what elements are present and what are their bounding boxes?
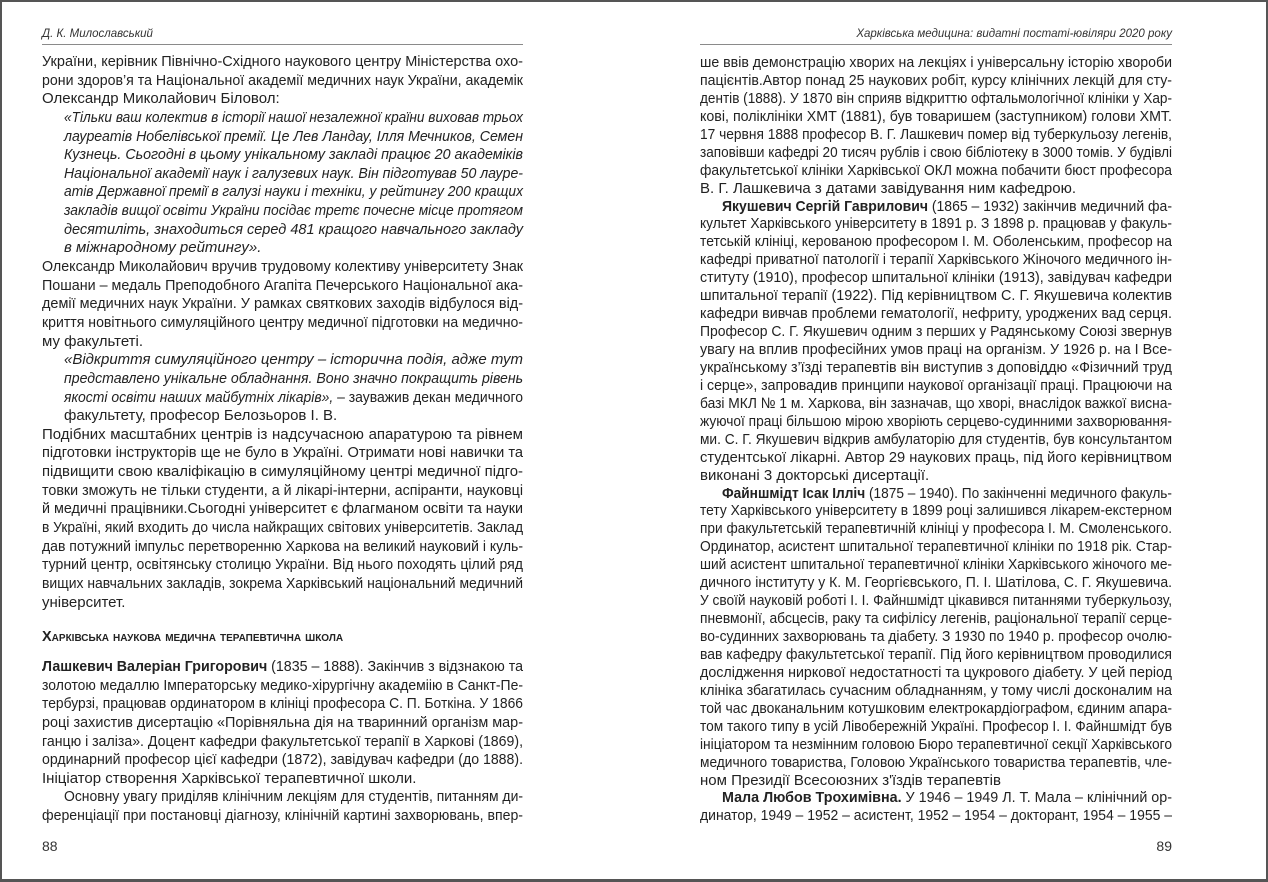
text-line	[700, 789, 1172, 807]
text-line	[700, 646, 1172, 664]
quote-line	[42, 370, 523, 389]
text-line	[700, 538, 1172, 556]
line-content	[64, 183, 523, 202]
quote-line	[42, 239, 523, 258]
text-line	[700, 305, 1172, 323]
line-text: дослідження ниркової недостатності та цукрового діабету. У цей період	[700, 663, 1172, 681]
person-name: Лашкевич Валеріан Григорович	[42, 658, 268, 675]
line-text: ганцю і заліза». Доцент кафедри факультетської терапії в Харкові (1869),	[42, 732, 523, 750]
text-line	[700, 359, 1172, 377]
line-content	[42, 770, 416, 789]
text-line	[42, 482, 523, 501]
line-content	[42, 277, 523, 296]
text-line	[42, 258, 523, 277]
text-line	[700, 395, 1172, 413]
line-content	[42, 426, 523, 445]
line-text: році захистив дисертацію «Порівняльна дія на тваринний організм мар-	[42, 713, 523, 731]
line-text: представлено унікальне обладнання. Воно значно покращить рівень	[64, 369, 523, 387]
line-content	[700, 269, 1172, 287]
text-line	[700, 610, 1172, 628]
line-content	[722, 789, 1172, 807]
line-text: во-судинних захворювань та діабету. З 1930 по 1940 р. професор очолю-	[700, 628, 1172, 645]
line-content	[700, 736, 1172, 754]
text-line	[700, 520, 1172, 538]
running-head-author: Д. К. Милославський	[42, 28, 153, 40]
text-block	[42, 658, 523, 826]
text-line	[700, 413, 1172, 431]
line-text: му факультеті.	[42, 332, 144, 350]
line-text: той час двоканальним котушковим електрокардіографом, єдиним апара-	[700, 699, 1172, 717]
text-line	[700, 126, 1172, 144]
line-text: ституту (1910), професор шпитальної клініки (1913), завідувач кафедри	[700, 269, 1172, 287]
line-text: У своїй науковій роботі І. І. Файншмідт цікавився питаннями туберкульозу,	[700, 592, 1172, 610]
quote-line	[42, 165, 523, 184]
line-content	[700, 323, 1172, 341]
text-line	[700, 772, 1172, 790]
line-content	[700, 90, 1172, 108]
line-text: ференціації при постановці діагнозу, клінічній картині захворювань, впер-	[42, 807, 523, 825]
line-content	[64, 788, 523, 807]
quote-line	[42, 351, 523, 370]
text-line	[700, 592, 1172, 610]
line-text: шпитальної терапії (1922). Під керівництвом С. Г. Якушевича колектив	[700, 287, 1172, 305]
text-line	[42, 751, 523, 770]
line-content	[700, 520, 1172, 538]
line-content	[700, 72, 1172, 90]
text-line	[700, 718, 1172, 736]
text-line	[42, 538, 523, 557]
line-content	[700, 108, 1172, 126]
text-line	[700, 144, 1172, 162]
text-line	[42, 714, 523, 733]
line-text: Професор С. Г. Якушевич одним з перших у Радянському Союзі звернув	[700, 323, 1172, 341]
line-content	[700, 395, 1172, 413]
line-content	[700, 359, 1172, 377]
line-content	[42, 538, 523, 557]
line-text: «Відкриття симуляційного центру – історична подія, адже тут	[64, 351, 523, 369]
text-line	[42, 677, 523, 696]
line-content	[700, 341, 1172, 359]
text-line	[42, 426, 523, 445]
line-text: тербурзі, працював ординатором в клініці професора С. П. Боткіна. У 1866	[42, 695, 523, 713]
quote-line	[42, 183, 523, 202]
line-content	[42, 695, 523, 714]
text-line	[700, 467, 1172, 485]
line-content	[42, 714, 523, 733]
line-text: динатор, 1949 – 1952 – асистент, 1952 – 1954 – докторант, 1954 – 1955 –	[700, 807, 1172, 825]
line-content	[64, 146, 523, 165]
line-text: увагу на вплив професійних умов праці на організм. У 1926 р. на І Все-	[700, 341, 1172, 358]
text-line	[700, 269, 1172, 287]
line-text: – зауважив декан медичного	[333, 388, 523, 406]
line-text: в Україні, який входить до числа найкращих світових університетів. Заклад	[42, 519, 523, 537]
line-text: (1865 – 1932) закінчив медичний фа-	[927, 197, 1172, 215]
line-text: турний центр, освітянську столицю України. Від нього походять цілий ряд	[42, 556, 523, 574]
text-line	[42, 807, 523, 826]
line-content	[700, 305, 1172, 323]
line-text: ше ввів демонстрацію хворих на лекціях і універсальну історію хвороби	[700, 54, 1172, 71]
line-text: жуючої праці більшою мірою хворіють серцево-судинними захворювання-	[700, 412, 1172, 430]
text-line	[700, 180, 1172, 198]
line-content	[700, 664, 1172, 682]
line-content	[42, 258, 523, 277]
line-text: кафедри вивчав проблеми гематології, нефриту, уроджених вад серця.	[700, 305, 1172, 323]
line-text: ном Президії Всесоюзних з'їздів терапевтів	[700, 771, 1001, 789]
line-text: демії медичних наук України. У рамках святкових заходів відбулося від-	[42, 295, 523, 313]
left-page	[0, 0, 634, 881]
text-line	[700, 90, 1172, 108]
text-line	[700, 807, 1172, 825]
person-name: Якушевич Сергій Гаврилович	[722, 197, 928, 215]
text-line	[700, 449, 1172, 467]
text-line	[700, 664, 1172, 682]
line-content	[700, 502, 1172, 520]
page-number: 89	[1156, 838, 1172, 854]
text-line	[700, 502, 1172, 520]
line-text: закладів вищої освіти України посідає третє почесне місце протягом	[64, 202, 523, 220]
text-line	[700, 198, 1172, 216]
line-content	[64, 370, 523, 389]
text-line	[700, 431, 1172, 449]
page-number: 88	[42, 838, 58, 854]
line-text: університет.	[42, 593, 126, 611]
line-content	[42, 751, 523, 770]
line-content	[722, 485, 1172, 503]
text-line	[42, 594, 523, 613]
line-text: пневмонії, абсцесів, раку та сифілісу легенів, раціональної терапії серце-	[700, 610, 1172, 628]
line-content	[42, 677, 523, 696]
line-text: ініціатором та незмінним головою Бюро терапевтичної секції Харківського	[700, 735, 1172, 753]
line-text: том такого типу в усій Лівобережній Україні. Професор І. І. Файншмідт був	[700, 717, 1172, 735]
line-text: (1835 – 1888). Закінчив з відзнакою та	[267, 658, 523, 675]
line-content	[64, 221, 523, 240]
line-text: дичного інституту у К. М. Георгієвського, П. І. Шатілова, С. Г. Якушевича.	[700, 574, 1172, 592]
text-line	[42, 556, 523, 575]
line-content	[700, 467, 929, 485]
line-text: кові, поліклініки ХМТ (1881), був товаришем (заступником) голови ХМТ.	[700, 107, 1172, 125]
line-content	[700, 610, 1172, 628]
line-text: «Тільки ваш колектив в історії нашої незалежної країни виховав трьох	[64, 108, 523, 126]
line-content	[64, 407, 337, 426]
line-text: Ініціатор створення Харківської терапевтичної школи.	[42, 769, 417, 787]
line-content	[42, 733, 523, 752]
text-line	[42, 333, 523, 352]
line-content	[42, 519, 523, 538]
line-text: тету Харківського університету в 1899 році залишився лікарем-екстерном	[700, 502, 1172, 520]
line-text: золотою медаллю Імператорську медико-хірургічну академіію в Санкт-Пе-	[42, 676, 523, 694]
line-content	[42, 807, 523, 826]
text-line	[42, 695, 523, 714]
line-content	[700, 628, 1172, 646]
line-content	[42, 463, 523, 482]
line-content	[722, 198, 1172, 216]
line-text: клініка збагатилась сучасним обладнанням, у тому числі досконалим на	[700, 681, 1172, 699]
line-text: підготовки інструкторів ще не було в Україні. Отримати нові навички та	[42, 444, 523, 462]
line-text: Олександр Миколайович вручив трудовому колективу університету Знак	[42, 258, 523, 276]
line-text: культет Харківського університету в 1891 р. З 1898 р. працював у факуль-	[700, 215, 1172, 233]
line-text: криття новітнього симуляційного центру медичної підготовки на медично-	[42, 313, 523, 331]
line-text: в міжнародному рейтингу».	[64, 239, 262, 257]
line-content	[700, 574, 1172, 592]
line-text: України, керівник Північно-Східного наукового центру Міністерства охо-	[42, 53, 523, 70]
line-content	[42, 72, 523, 91]
line-content	[64, 128, 523, 147]
line-content	[42, 444, 523, 463]
quote-line	[42, 146, 523, 165]
line-content	[700, 754, 1172, 772]
line-text: базі МКЛ № 1 м. Харкова, він зазначав, що хворі, внаслідок важкої висна-	[700, 394, 1172, 412]
line-text: тетській клініці, керованою професором І. М. Оболенським, професор на	[700, 233, 1172, 251]
line-text: В. Г. Лашкевича з датами завідування ним кафедрою.	[700, 179, 1077, 197]
text-line	[42, 575, 523, 594]
line-text: (1875 – 1940). По закінченні медичного факуль-	[865, 484, 1172, 502]
line-content	[700, 592, 1172, 610]
line-text: кафедрі приватної патології і терапії Харківського Жіночого медичного ін-	[700, 251, 1172, 269]
line-text: підвищити свою кваліфікацію в симуляційному центрі медичної підго-	[42, 463, 523, 481]
text-line	[700, 251, 1172, 269]
line-content	[42, 658, 523, 677]
text-line	[42, 463, 523, 482]
line-text: при факультетській терапевтичній клініці у професора І. М. Смоленського.	[700, 520, 1172, 538]
text-line	[700, 485, 1172, 503]
text-line	[700, 287, 1172, 305]
line-text: атів Державної премії в галузі науки і техніки, у рейтингу 200 кращих	[64, 183, 523, 201]
quote-text: якості освіти наших майбутніх лікарів»,	[64, 388, 334, 406]
line-text: й медичні працівники.Сьогодні університет є флагманом освіти та науки	[42, 500, 523, 518]
text-line	[42, 53, 523, 72]
line-content	[700, 718, 1172, 736]
line-content	[42, 556, 523, 575]
line-text: Основну увагу приділяв клінічним лекціям для студентів, питанням ди-	[64, 788, 523, 806]
person-name: Файншмідт Ісак Ілліч	[722, 484, 866, 502]
quote-line	[42, 221, 523, 240]
line-text: пацієнтів.Автор понад 25 наукових робіт, курсу клінічних лекцій для сту-	[700, 71, 1172, 89]
text-line	[42, 770, 523, 789]
text-line	[700, 72, 1172, 90]
line-content	[42, 90, 280, 109]
line-text: У 1946 – 1949 Л. Т. Мала – клінічний ор-	[901, 789, 1172, 807]
quote-line	[42, 407, 523, 426]
quote-line	[42, 128, 523, 147]
line-text: лауреатів Нобелівської премії. Це Лев Ландау, Ілля Мечников, Семен	[64, 127, 523, 145]
line-text: Національної академії наук і галузевих наук. Він підготував 50 лауре-	[64, 164, 523, 182]
line-content	[700, 215, 1172, 233]
text-line	[42, 277, 523, 296]
person-name: Мала Любов Трохимівна.	[722, 789, 902, 807]
right-page	[634, 0, 1268, 881]
line-content	[42, 482, 523, 501]
line-content	[64, 389, 523, 408]
line-content	[42, 314, 523, 333]
line-content	[700, 700, 1172, 718]
text-line	[42, 72, 523, 91]
text-line	[700, 54, 1172, 72]
text-line	[700, 323, 1172, 341]
running-head-title: Харківська медицина: видатні постаті-ювіляри 2020 року	[856, 28, 1172, 40]
text-line	[700, 628, 1172, 646]
text-line	[700, 682, 1172, 700]
text-line	[700, 108, 1172, 126]
line-content	[700, 287, 1172, 305]
line-text: медичного товариства, Головою Українського товариства терапевтів, чле-	[700, 753, 1172, 771]
text-line	[42, 519, 523, 538]
line-text: десятиліть, знаходиться серед 481 кращого навчального закладу	[64, 220, 523, 238]
line-text: Подібних масштабних центрів із надсучасною апаратурою та рівнем	[42, 425, 523, 443]
quote-line	[42, 389, 523, 408]
line-text: факультетської клініки Харківської ОКЛ можна побачити бюст професора	[700, 161, 1172, 179]
line-text: заповівши кафедрі 20 тисяч рублів і свою бібліотеку в 3000 томів. У будівлі	[700, 143, 1172, 161]
text-line	[42, 658, 523, 677]
line-text: Олександр Миколайович Біловол:	[42, 90, 280, 108]
line-content	[42, 53, 523, 72]
text-line	[700, 162, 1172, 180]
text-line	[700, 754, 1172, 772]
line-content	[700, 682, 1172, 700]
line-text: товки зможуть не тільки студенти, а й лікарі-інтерни, аспіранти, науковці	[42, 481, 523, 499]
line-content	[64, 165, 523, 184]
text-line	[700, 556, 1172, 574]
header-rule	[700, 44, 1172, 45]
line-text: Кузнець. Сьогодні в цьому унікальному закладі працює 20 академіків	[64, 146, 523, 164]
line-content	[42, 575, 523, 594]
line-content	[700, 251, 1172, 269]
line-text: виконані 3 докторські дисертації.	[700, 466, 930, 484]
line-content	[700, 807, 1172, 825]
line-content	[700, 377, 1172, 395]
line-content	[700, 180, 1076, 198]
line-content	[42, 295, 523, 314]
line-text: ми. С. Г. Якушевич відкрив амбулаторію для студентів, був консультантом	[700, 430, 1172, 448]
header-rule	[42, 44, 523, 45]
line-content	[700, 162, 1172, 180]
line-content	[42, 594, 125, 613]
line-text: і серце», запровадив принципи наукової організації праці. Працюючи на	[700, 376, 1172, 394]
line-text: дентів (1888). У 1870 він сприяв відкриттю офтальмологічної клініки у Хар-	[700, 89, 1172, 107]
line-text: вав кафедру факультетської терапії. Під його керівництвом проводилися	[700, 645, 1172, 663]
line-content	[700, 772, 1001, 790]
text-line	[42, 500, 523, 519]
text-line	[42, 90, 523, 109]
line-content	[42, 500, 523, 519]
text-line	[700, 377, 1172, 395]
text-line	[700, 736, 1172, 754]
line-content	[700, 449, 1172, 467]
text-line	[42, 733, 523, 752]
line-text: 17 червня 1888 професор В. Г. Лашкевич помер від туберкульозу легенів,	[700, 125, 1172, 143]
section-heading: Харківська наукова медична терапевтична школа	[42, 629, 344, 645]
line-content	[700, 431, 1172, 449]
text-line	[42, 444, 523, 463]
line-content	[42, 333, 143, 352]
line-content	[64, 239, 261, 258]
line-text: ший асистент шпитальної терапевтичної клініки Харківського жіночого ме-	[700, 556, 1172, 574]
line-text: студентської лікарні. Автор 29 наукових праць, під його керівництвом	[700, 448, 1172, 466]
line-content	[700, 126, 1172, 144]
line-text: вищих навчальних закладів, зокрема Харківський національний медичний	[42, 574, 523, 592]
line-content	[64, 202, 523, 221]
line-text: факультету, професор Белозьоров І. В.	[64, 407, 338, 425]
line-content	[64, 109, 523, 128]
line-text: українському з’їзді терапевтів він виступив з доповіддю «Фізичний труд	[700, 358, 1172, 376]
line-content	[64, 351, 523, 370]
line-content	[700, 413, 1172, 431]
text-line	[700, 215, 1172, 233]
text-line	[700, 341, 1172, 359]
text-line	[700, 233, 1172, 251]
line-content	[700, 233, 1172, 251]
text-line	[42, 314, 523, 333]
text-line	[42, 788, 523, 807]
line-text: рони здоров’я та Національної академії медичних наук України, академік	[42, 71, 523, 89]
text-line	[700, 574, 1172, 592]
line-content	[700, 556, 1172, 574]
quote-line	[42, 202, 523, 221]
text-line	[42, 295, 523, 314]
line-content	[700, 538, 1172, 556]
line-text: дав потужний імпульс перетворенню Харкова на великий науковий і куль-	[42, 537, 523, 555]
text-block	[42, 53, 523, 612]
line-content	[700, 646, 1172, 664]
line-text: Пошани – медаль Преподобного Агапіта Печерського Національної ака-	[42, 276, 523, 294]
text-block	[700, 54, 1172, 825]
line-content	[700, 54, 1172, 72]
quote-line	[42, 109, 523, 128]
text-line	[700, 700, 1172, 718]
line-content	[700, 144, 1172, 162]
line-text: Ординатор, асистент шпитальної терапевтичної клініки по 1918 рік. Стар-	[700, 538, 1172, 556]
line-text: ординарний професор цієї кафедри (1872), завідувач кафедри (до 1888).	[42, 751, 523, 769]
